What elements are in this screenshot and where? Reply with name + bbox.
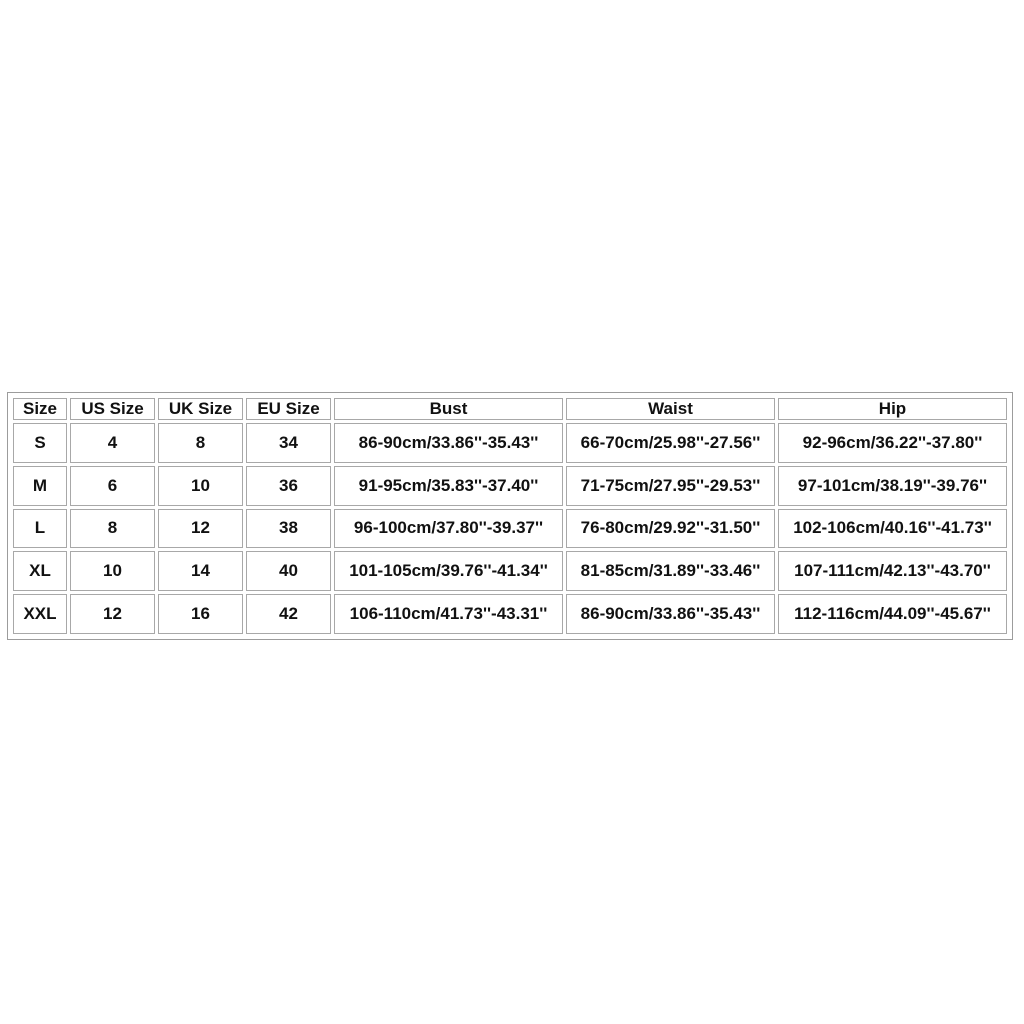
cell-uk-size: 8 [158,423,243,463]
cell-uk-size: 14 [158,551,243,591]
cell-eu-size: 40 [246,551,331,591]
cell-uk-size: 12 [158,509,243,549]
table-row [13,594,1007,634]
header-row [13,398,1007,420]
cell-hip: 112-116cm/44.09''-45.67'' [778,594,1007,634]
cell-bust: 91-95cm/35.83''-37.40'' [334,466,563,506]
cell-us-size: 12 [70,594,155,634]
cell-eu-size: 36 [246,466,331,506]
cell-us-size: 6 [70,466,155,506]
cell-eu-size: 38 [246,509,331,549]
table-row [13,551,1007,591]
cell-waist: 81-85cm/31.89''-33.46'' [566,551,775,591]
cell-bust: 86-90cm/33.86''-35.43'' [334,423,563,463]
cell-size: M [13,466,67,506]
header-eu-size: EU Size [246,398,331,420]
cell-hip: 92-96cm/36.22''-37.80'' [778,423,1007,463]
cell-bust: 96-100cm/37.80''-39.37'' [334,509,563,549]
header-size: Size [13,398,67,420]
cell-size: S [13,423,67,463]
cell-waist: 71-75cm/27.95''-29.53'' [566,466,775,506]
cell-hip: 97-101cm/38.19''-39.76'' [778,466,1007,506]
cell-us-size: 4 [70,423,155,463]
size-table [10,395,1010,637]
cell-eu-size: 42 [246,594,331,634]
cell-uk-size: 16 [158,594,243,634]
cell-waist: 76-80cm/29.92''-31.50'' [566,509,775,549]
cell-uk-size: 10 [158,466,243,506]
size-chart [7,392,1013,640]
header-uk-size: UK Size [158,398,243,420]
cell-us-size: 10 [70,551,155,591]
header-bust: Bust [334,398,563,420]
cell-size: XXL [13,594,67,634]
cell-waist: 86-90cm/33.86''-35.43'' [566,594,775,634]
cell-hip: 102-106cm/40.16''-41.73'' [778,509,1007,549]
table-row [13,509,1007,549]
cell-size: XL [13,551,67,591]
cell-bust: 106-110cm/41.73''-43.31'' [334,594,563,634]
cell-hip: 107-111cm/42.13''-43.70'' [778,551,1007,591]
cell-size: L [13,509,67,549]
header-waist: Waist [566,398,775,420]
header-hip: Hip [778,398,1007,420]
table-row [13,466,1007,506]
cell-waist: 66-70cm/25.98''-27.56'' [566,423,775,463]
cell-us-size: 8 [70,509,155,549]
table-row [13,423,1007,463]
cell-eu-size: 34 [246,423,331,463]
cell-bust: 101-105cm/39.76''-41.34'' [334,551,563,591]
header-us-size: US Size [70,398,155,420]
